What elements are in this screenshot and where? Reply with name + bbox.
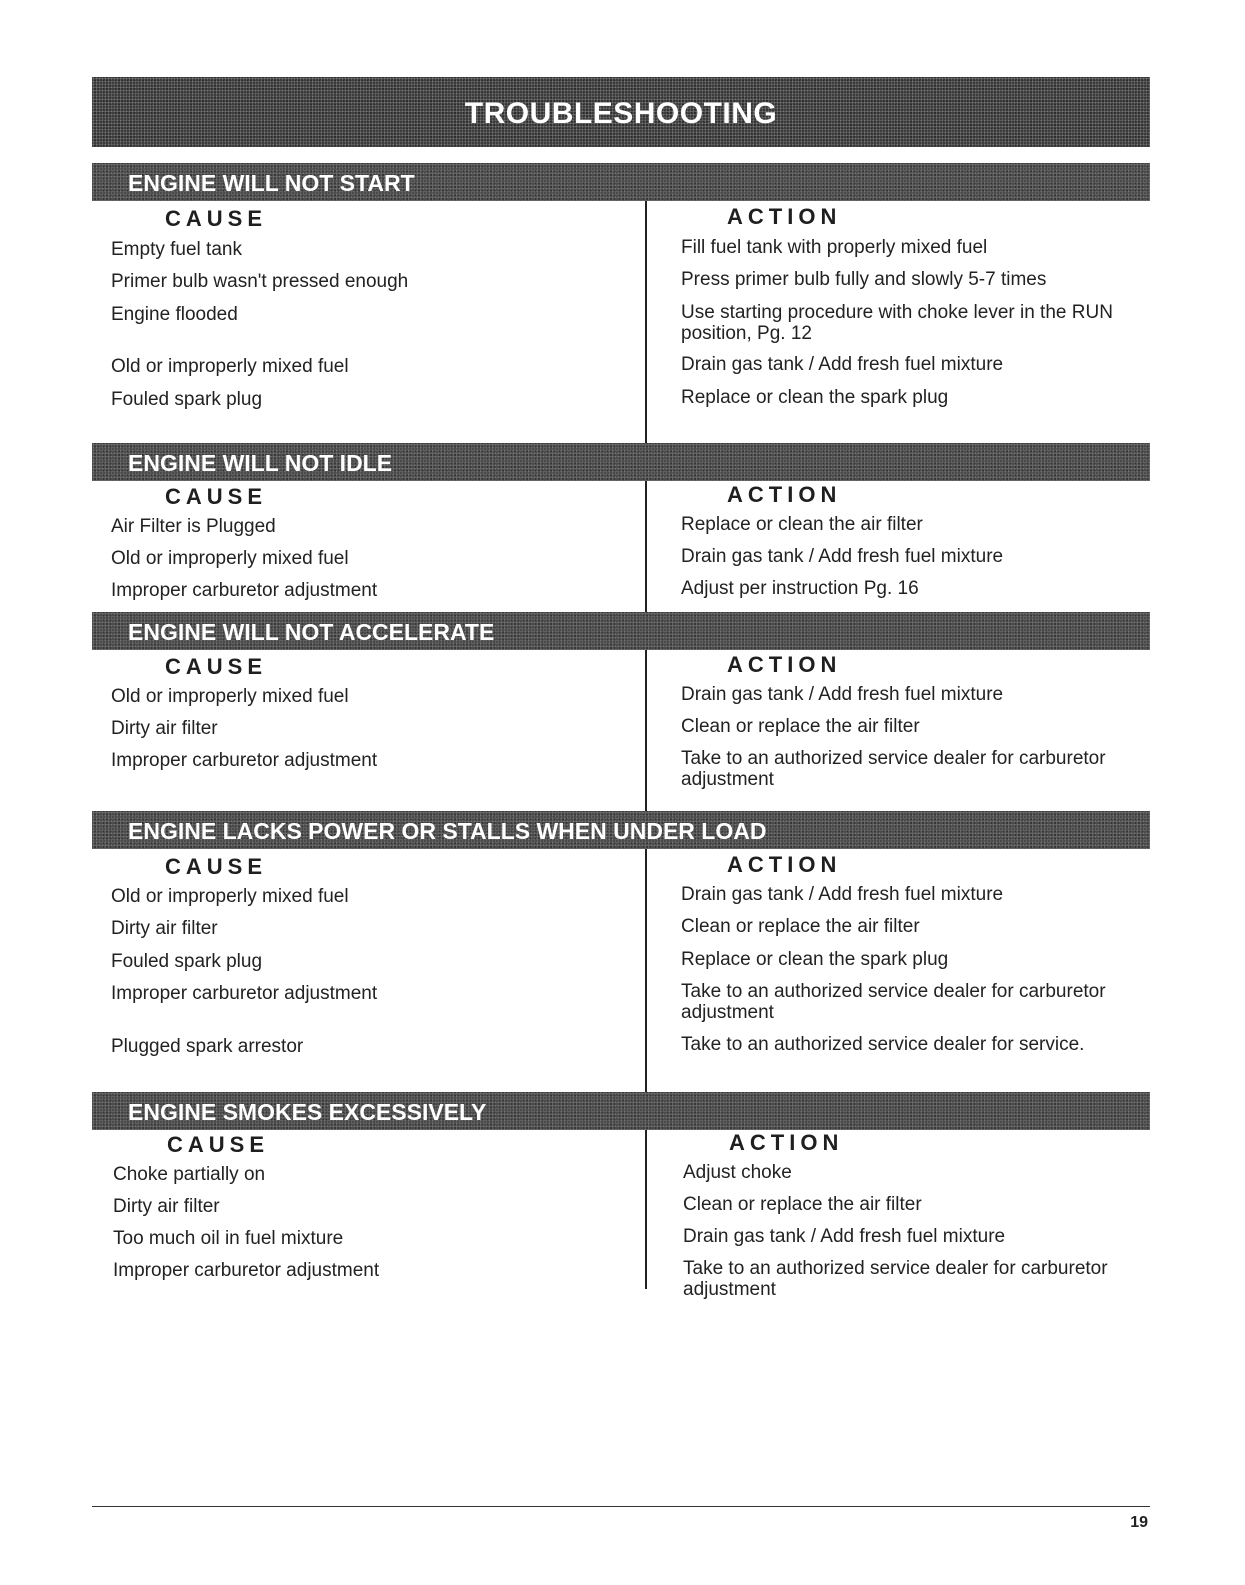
cause-text: Old or improperly mixed fuel <box>111 686 349 707</box>
cause-text: Choke partially on <box>113 1164 266 1185</box>
cause-text: Improper carburetor adjustment <box>111 750 378 771</box>
cause-heading: CAUSE <box>165 654 268 679</box>
column-divider <box>645 1130 647 1289</box>
action-text: Drain gas tank / Add fresh fuel mixture <box>681 546 1004 567</box>
section-title: ENGINE WILL NOT ACCELERATE <box>128 619 495 645</box>
cause-text: Old or improperly mixed fuel <box>111 886 349 907</box>
cause-text: Old or improperly mixed fuel <box>111 356 349 377</box>
action-heading: ACTION <box>727 482 842 507</box>
cause-text: Air Filter is Plugged <box>111 516 276 537</box>
cause-text: Fouled spark plug <box>111 951 263 972</box>
action-heading: ACTION <box>727 204 842 229</box>
column-divider <box>645 650 647 811</box>
cause-text: Dirty air filter <box>111 718 218 739</box>
cause-text: Old or improperly mixed fuel <box>111 548 349 569</box>
action-text: Adjust choke <box>683 1162 792 1183</box>
action-text: Take to an authorized service dealer for carburetor adjustment <box>681 981 1106 1023</box>
action-text: Clean or replace the air filter <box>681 716 920 737</box>
cause-text: Dirty air filter <box>111 918 218 939</box>
section-header-will-not-start <box>92 163 1150 201</box>
action-text: Drain gas tank / Add fresh fuel mixture <box>681 354 1004 375</box>
section-title: ENGINE WILL NOT START <box>128 170 415 196</box>
footer-rule <box>92 1506 1150 1507</box>
action-text: Replace or clean the spark plug <box>681 949 949 970</box>
section-header-will-not-accelerate <box>92 612 1150 650</box>
action-text: Replace or clean the air filter <box>681 514 923 535</box>
cause-heading: CAUSE <box>165 484 268 509</box>
cause-text: Plugged spark arrestor <box>111 1036 304 1057</box>
section-header-will-not-idle <box>92 443 1150 481</box>
cause-text: Improper carburetor adjustment <box>111 983 378 1004</box>
cause-heading: CAUSE <box>165 206 268 231</box>
page-number: 19 <box>1130 1514 1148 1531</box>
cause-text: Engine flooded <box>111 304 238 325</box>
cause-text: Dirty air filter <box>113 1196 220 1217</box>
cause-text: Improper carburetor adjustment <box>111 580 378 601</box>
action-text: Drain gas tank / Add fresh fuel mixture <box>681 884 1004 905</box>
cause-heading: CAUSE <box>167 1132 270 1157</box>
action-text: Take to an authorized service dealer for carburetor adjustment <box>683 1258 1108 1300</box>
column-divider <box>645 849 647 1092</box>
action-heading: ACTION <box>727 852 842 877</box>
column-divider <box>645 481 647 612</box>
section-title: ENGINE LACKS POWER OR STALLS WHEN UNDER LOAD <box>128 818 767 844</box>
cause-heading: CAUSE <box>165 854 268 879</box>
action-text: Press primer bulb fully and slowly 5-7 times <box>681 269 1047 290</box>
cause-text: Primer bulb wasn't pressed enough <box>111 271 409 292</box>
action-text: Clean or replace the air filter <box>681 916 920 937</box>
action-text: Fill fuel tank with properly mixed fuel <box>681 237 988 258</box>
action-text: Drain gas tank / Add fresh fuel mixture <box>681 684 1004 705</box>
action-text: Drain gas tank / Add fresh fuel mixture <box>683 1226 1006 1247</box>
page-title-bar <box>92 77 1150 147</box>
page-title: TROUBLESHOOTING <box>464 97 778 130</box>
cause-text: Fouled spark plug <box>111 389 263 410</box>
action-text: Replace or clean the spark plug <box>681 387 949 408</box>
action-text: Adjust per instruction Pg. 16 <box>681 578 919 599</box>
action-text: Take to an authorized service dealer for service. <box>681 1034 1085 1055</box>
action-text: Use starting procedure with choke lever in the RUN position, Pg. 12 <box>681 302 1113 344</box>
section-title: ENGINE SMOKES EXCESSIVELY <box>128 1099 487 1125</box>
cause-text: Empty fuel tank <box>111 239 242 260</box>
section-header-lacks-power <box>92 811 1150 849</box>
column-divider <box>645 201 647 443</box>
action-text: Clean or replace the air filter <box>683 1194 922 1215</box>
cause-text: Too much oil in fuel mixture <box>113 1228 344 1249</box>
section-header-smokes-excessively <box>92 1092 1150 1130</box>
action-text: Take to an authorized service dealer for carburetor adjustment <box>681 748 1106 790</box>
section-title: ENGINE WILL NOT IDLE <box>128 450 393 476</box>
cause-text: Improper carburetor adjustment <box>113 1260 380 1281</box>
action-heading: ACTION <box>727 652 842 677</box>
action-heading: ACTION <box>729 1130 844 1155</box>
